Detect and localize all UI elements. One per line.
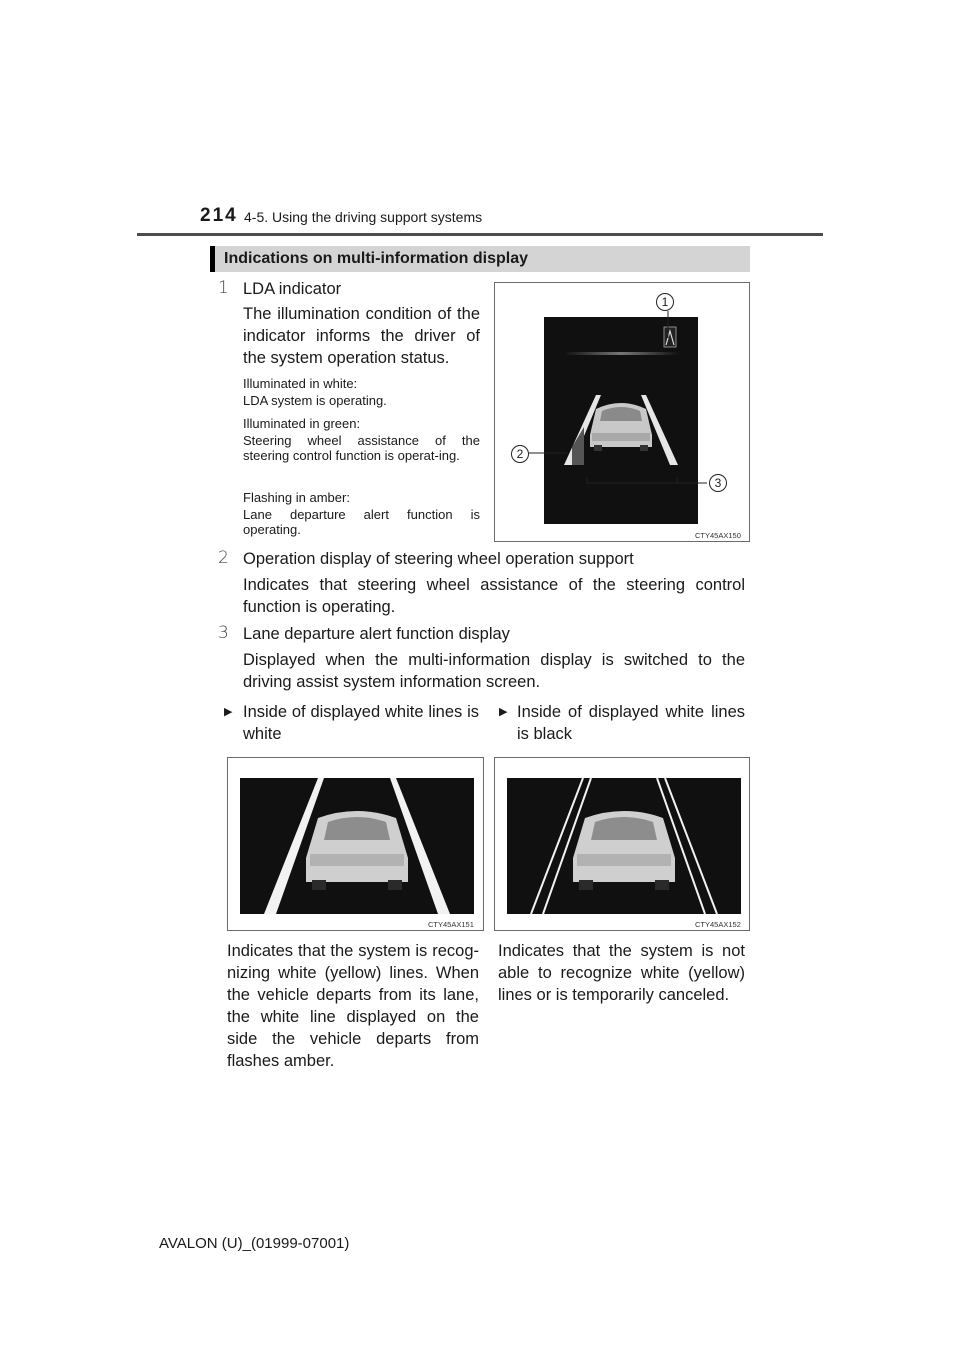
variant-figure-white <box>227 757 484 931</box>
display-screen-white <box>240 778 474 914</box>
variant-heading-black: Inside of displayed white lines is black <box>517 703 745 743</box>
item-label-2: Operation display of steering wheel operation support <box>243 550 634 568</box>
item-description-2: Indicates that steering wheel assistance of the steering control function is operating. <box>243 576 745 616</box>
triangle-right-icon: ▶ <box>499 706 508 718</box>
figure-code-black: CTY45AX152 <box>695 920 741 929</box>
header-divider <box>137 233 823 236</box>
state-title-amber: Flashing in amber: <box>243 490 350 505</box>
state-text-green: Steering wheel assistance of the steering control function is operat-ing. <box>243 433 480 463</box>
heading-accent-bar <box>210 246 215 272</box>
variant-heading-white: Inside of displayed white lines is white <box>243 703 479 743</box>
state-text-white: LDA system is operating. <box>243 393 387 408</box>
state-title-white: Illuminated in white: <box>243 376 358 391</box>
state-text-amber: Lane departure alert function is operating. <box>243 507 480 537</box>
item-label-1: LDA indicator <box>243 280 342 298</box>
variant-figure-black <box>494 757 750 931</box>
vehicle-graphic <box>573 811 675 890</box>
item-description-3: Displayed when the multi-information display is switched to the driving assist system information screen. <box>243 651 745 691</box>
section-heading <box>210 246 750 272</box>
state-title-green: Illuminated in green: <box>243 416 361 431</box>
callout-2: 2 <box>511 445 529 463</box>
item-number-1: 1 <box>218 278 229 298</box>
main-figure <box>494 282 750 542</box>
vehicle-graphic <box>306 811 408 890</box>
item-label-3: Lane departure alert function display <box>243 625 510 643</box>
section-path: 4-5. Using the driving support systems <box>244 209 483 225</box>
figure-code-white: CTY45AX151 <box>428 920 474 929</box>
section-heading-text: Indications on multi-information display <box>224 250 529 267</box>
variant-description-white: Indicates that the system is recog-nizing white (yellow) lines. When the vehicle departs from its lane, the white line displayed on the side the vehicle departs from flashes amber. <box>227 942 479 1070</box>
callout-lines <box>495 283 750 542</box>
footer-model-code: AVALON (U)_(01999-07001) <box>159 1235 350 1252</box>
figure-code-main: CTY45AX150 <box>695 531 741 540</box>
item-description-1: The illumination condition of the indicator informs the driver of the system operation status. <box>243 305 480 367</box>
item-number-2: 2 <box>218 548 229 568</box>
callout-1: 1 <box>656 293 674 311</box>
display-screen-black <box>507 778 741 914</box>
callout-3: 3 <box>709 474 727 492</box>
item-number-3: 3 <box>218 623 229 643</box>
variant-description-black: Indicates that the system is not able to recognize white (yellow) lines or is temporarily canceled. <box>498 942 745 1004</box>
triangle-right-icon: ▶ <box>224 706 233 718</box>
page-number: 214 <box>200 205 238 226</box>
